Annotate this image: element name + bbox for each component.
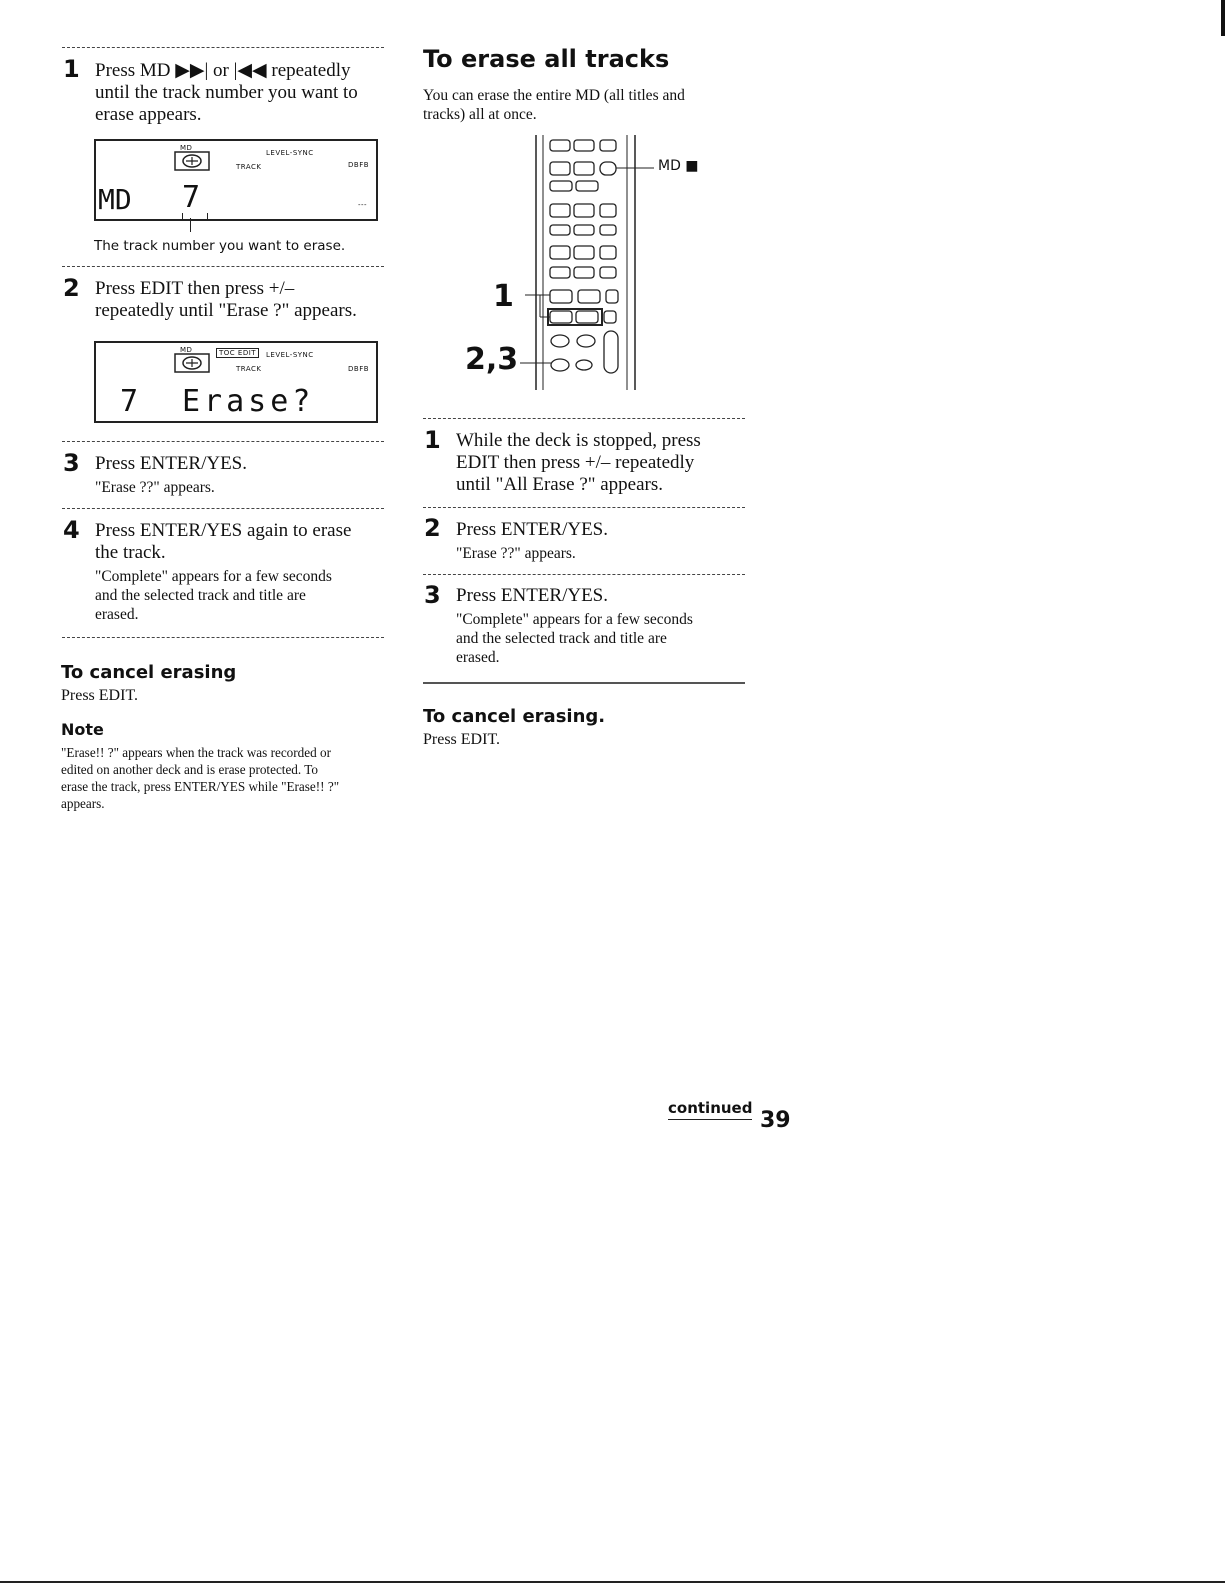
step-number: 4 bbox=[63, 516, 80, 544]
erase-all-step-2-text: Press ENTER/YES. bbox=[456, 519, 608, 540]
lcd-track-number: 7 bbox=[120, 384, 139, 419]
divider bbox=[62, 508, 384, 509]
lcd-erase-text: Erase? bbox=[182, 384, 315, 419]
level-sync-label: LEVEL-SYNC bbox=[266, 149, 314, 157]
divider bbox=[423, 682, 745, 684]
lcd-display-track-number bbox=[94, 139, 378, 221]
page-edge-mark bbox=[1221, 0, 1225, 36]
step-3-subtext: "Erase ??" appears. bbox=[95, 479, 215, 496]
lcd-track-number: 7 bbox=[182, 180, 201, 215]
divider bbox=[62, 637, 384, 638]
erase-all-intro: You can erase the entire MD (all titles and tracks) all at once. bbox=[423, 87, 685, 123]
step-number: 3 bbox=[63, 449, 80, 477]
cancel-erasing-text: Press EDIT. bbox=[61, 687, 139, 704]
step-2-text: Press EDIT then press +/– repeatedly until "Erase ?" appears. bbox=[95, 278, 357, 321]
level-sync-label: LEVEL-SYNC bbox=[266, 351, 314, 359]
step-number: 2 bbox=[63, 274, 80, 302]
step-4-text: Press ENTER/YES again to erase the track. bbox=[95, 520, 352, 563]
lcd-display-erase bbox=[94, 341, 378, 423]
track-bracket bbox=[182, 213, 208, 220]
cancel-erasing-heading: To cancel erasing bbox=[61, 662, 237, 683]
erase-all-step-3-subtext: "Complete" appears for a few seconds and the selected track and title are erased. bbox=[456, 611, 693, 666]
lcd-md-text: MD bbox=[98, 183, 132, 216]
callout-step-1: 1 bbox=[493, 279, 514, 314]
cancel-erasing-text: Press EDIT. bbox=[423, 731, 501, 748]
pointer-line bbox=[190, 218, 191, 232]
divider bbox=[62, 266, 384, 267]
step-number: 1 bbox=[424, 426, 441, 454]
erase-all-step-3-text: Press ENTER/YES. bbox=[456, 585, 608, 606]
divider bbox=[62, 47, 384, 48]
step-number: 1 bbox=[63, 55, 80, 83]
dbfb-label: DBFB bbox=[348, 161, 370, 169]
display-caption: The track number you want to erase. bbox=[94, 238, 346, 254]
divider bbox=[423, 574, 745, 575]
divider bbox=[423, 507, 745, 508]
md-label: MD bbox=[180, 144, 193, 152]
note-heading: Note bbox=[61, 720, 104, 739]
callout-step-2-3: 2,3 bbox=[465, 342, 519, 377]
erase-all-step-1-text: While the deck is stopped, press EDIT then press +/– repeatedly until "All Erase ?" appears. bbox=[456, 430, 701, 495]
erase-all-heading: To erase all tracks bbox=[423, 45, 670, 73]
divider bbox=[423, 418, 745, 419]
track-label: TRACK bbox=[236, 365, 262, 373]
track-label: TRACK bbox=[236, 163, 262, 171]
step-1-text: Press MD ▶▶| or |◀◀ repeatedly until the track number you want to erase appears. bbox=[95, 60, 358, 125]
divider bbox=[62, 441, 384, 442]
note-text: "Erase!! ?" appears when the track was recorded or edited on another deck and is erase protected. To erase the track, press ENTER/YES while "Erase!! ?" appears. bbox=[61, 745, 340, 811]
step-number: 3 bbox=[424, 581, 441, 609]
toc-edit-label: TOC EDIT bbox=[216, 348, 259, 358]
continued-label: continued bbox=[668, 1099, 752, 1120]
erase-all-step-2-subtext: "Erase ??" appears. bbox=[456, 545, 576, 562]
page-number: 39 bbox=[760, 1108, 791, 1133]
step-3-text: Press ENTER/YES. bbox=[95, 453, 247, 474]
remote-md-stop-label: MD ■ bbox=[658, 158, 699, 174]
md-label: MD bbox=[180, 346, 193, 354]
lcd-dash: --- bbox=[358, 201, 368, 209]
cancel-erasing-heading: To cancel erasing. bbox=[423, 706, 606, 727]
dbfb-label: DBFB bbox=[348, 365, 370, 373]
step-4-subtext: "Complete" appears for a few seconds and the selected track and title are erased. bbox=[95, 568, 332, 623]
step-number: 2 bbox=[424, 514, 441, 542]
